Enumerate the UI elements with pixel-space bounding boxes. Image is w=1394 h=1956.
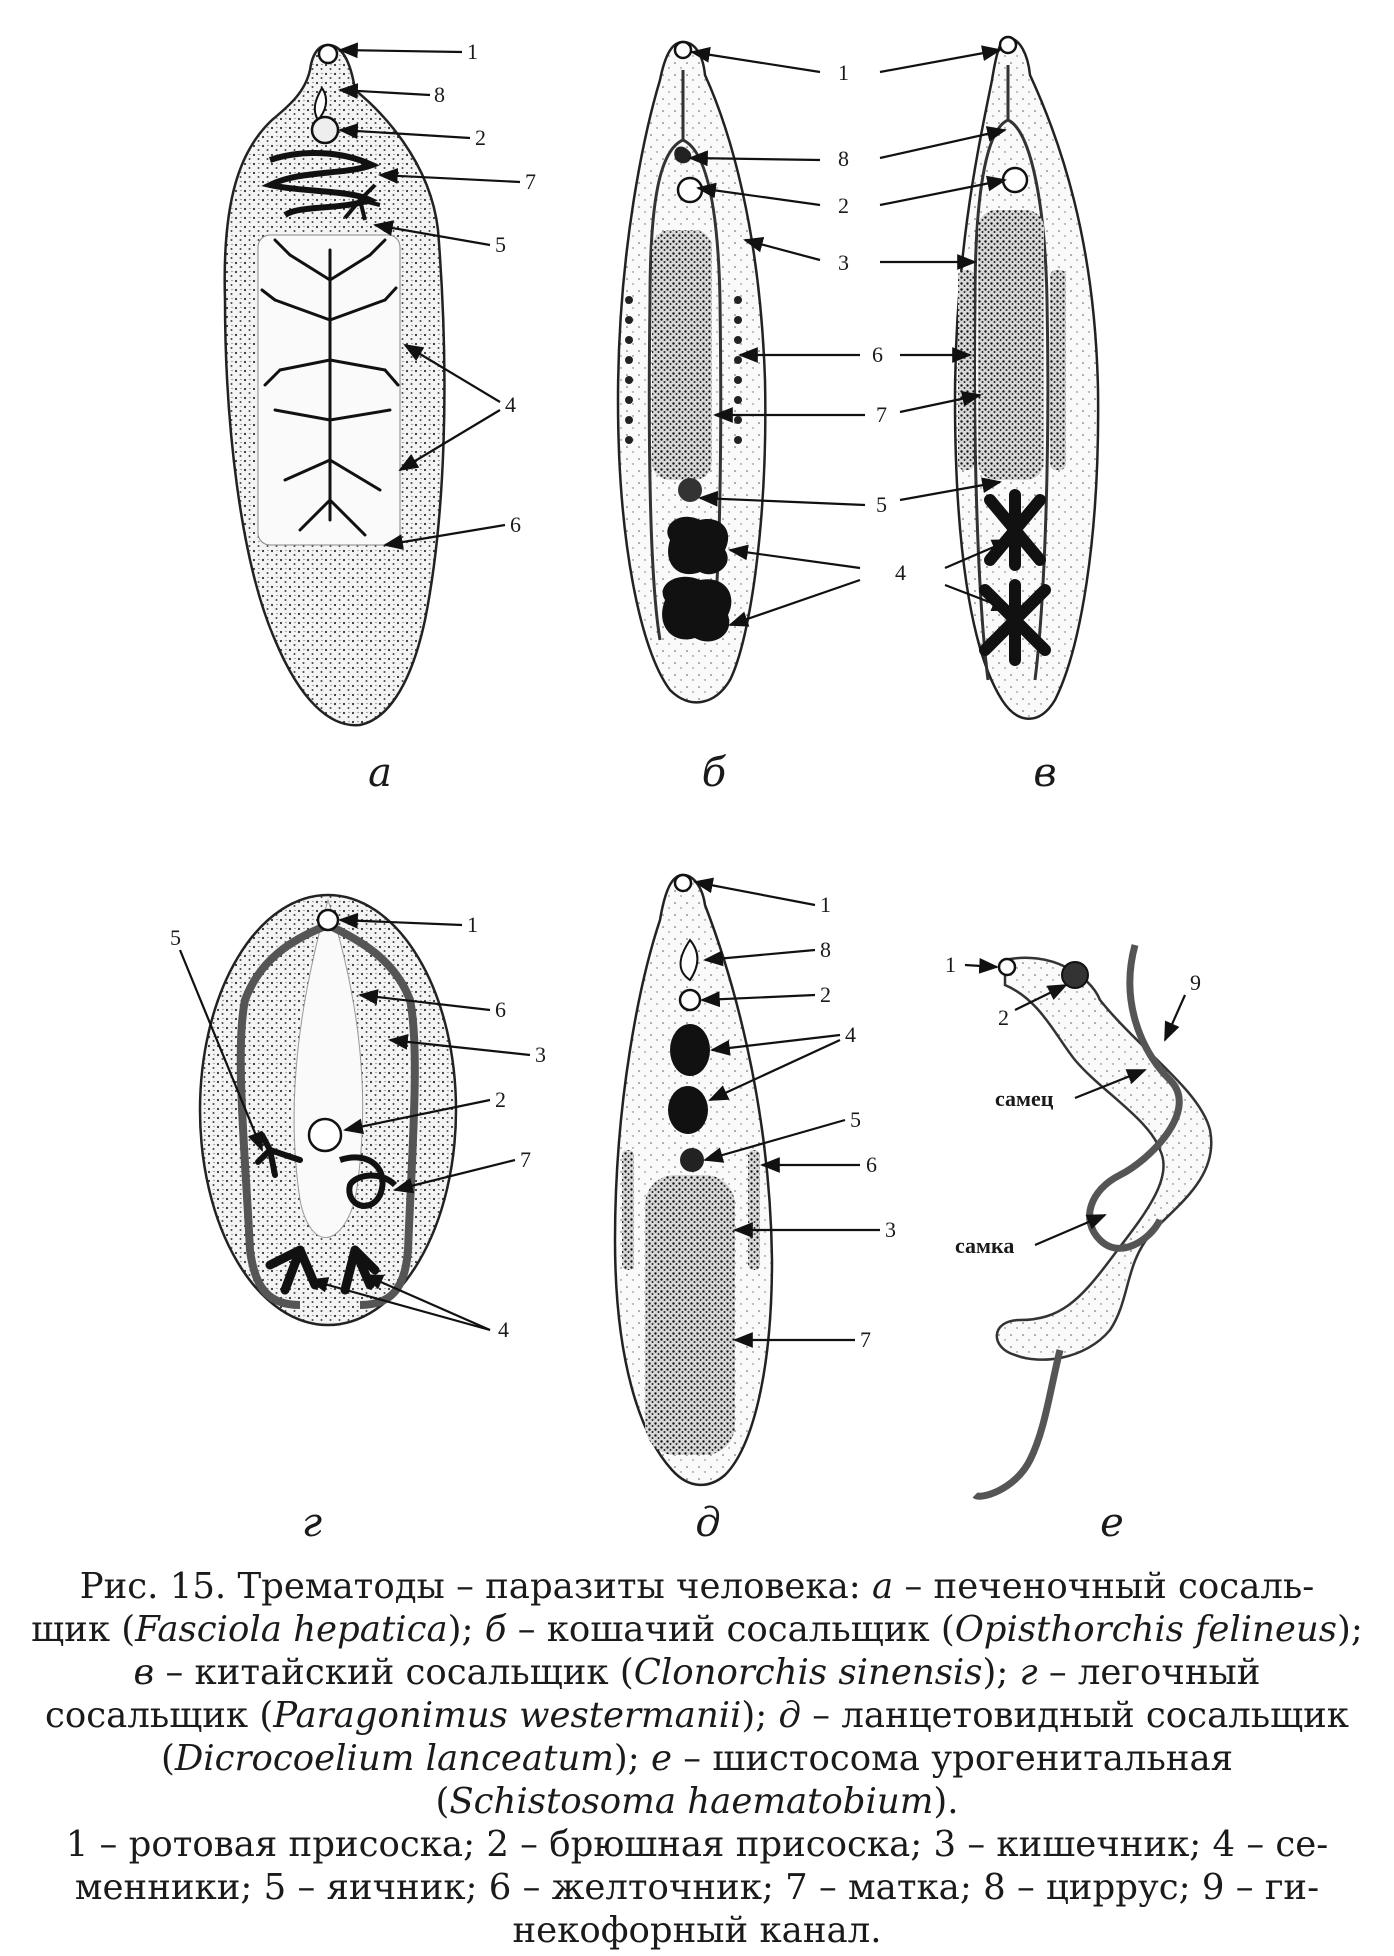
caption-line xyxy=(30,1823,1364,1866)
oral-sucker-a xyxy=(319,45,337,63)
caption-italic-segment: Dicrocoelium lanceatum xyxy=(174,1738,614,1779)
callout-d-4: 4 xyxy=(845,1022,856,1047)
callout-g-4: 4 xyxy=(498,1317,509,1342)
ventral-sucker-a xyxy=(312,117,338,143)
vitellaria-v-right xyxy=(1050,270,1066,470)
callout-d-3: 3 xyxy=(885,1217,896,1242)
callout-bv-1: 1 xyxy=(838,60,849,85)
panel-d-dicrocoelium xyxy=(615,875,772,1485)
panel-g-paragonimus xyxy=(200,895,456,1325)
panel-b-opisthorchis xyxy=(618,42,765,702)
caption-line xyxy=(30,1737,1364,1780)
caption-italic-segment: д xyxy=(778,1695,802,1736)
figure-caption xyxy=(30,1565,1364,1952)
caption-italic-segment: е xyxy=(651,1738,673,1779)
caption-line xyxy=(30,1608,1364,1651)
vitellaria-v-left xyxy=(958,270,974,470)
caption-segment: щик ( xyxy=(31,1609,136,1650)
caption-italic-segment: Clonorchis sinensis xyxy=(633,1652,983,1693)
uterus-b xyxy=(652,230,712,480)
testis-d-1 xyxy=(670,1024,710,1076)
caption-italic-segment: Schistosoma haematobium xyxy=(449,1781,934,1822)
testis-d-2 xyxy=(668,1086,708,1134)
caption-segment: – китайский сосальщик ( xyxy=(154,1652,634,1693)
caption-segment: – легочный xyxy=(1037,1652,1261,1693)
callout-e-9: 9 xyxy=(1190,970,1201,995)
callout-d-5: 5 xyxy=(850,1107,861,1132)
caption-segment: ); xyxy=(741,1695,779,1736)
callout-a-5: 5 xyxy=(495,232,506,257)
caption-segment: ); xyxy=(613,1738,651,1779)
callout-bv-5: 5 xyxy=(876,492,887,517)
callout-bv-6: 6 xyxy=(872,342,883,367)
caption-italic-segment: б xyxy=(484,1609,507,1650)
panel-letter-d: д xyxy=(695,1500,721,1546)
caption-line xyxy=(30,1780,1364,1823)
caption-italic-segment: Paragonimus westermanii xyxy=(273,1695,742,1736)
caption-italic-segment: в xyxy=(133,1652,155,1693)
callout-g-7: 7 xyxy=(520,1147,531,1172)
caption-segment: ). xyxy=(933,1781,959,1822)
caption-italic-segment: Opisthorchis felineus xyxy=(954,1609,1337,1650)
label-female: самка xyxy=(955,1233,1015,1258)
callout-a-4: 4 xyxy=(505,392,516,417)
caption-segment: ); xyxy=(1337,1609,1363,1650)
caption-line xyxy=(30,1909,1364,1952)
caption-segment: – кошачий сосальщик ( xyxy=(506,1609,955,1650)
caption-segment: сосальщик ( xyxy=(45,1695,274,1736)
callout-d-8: 8 xyxy=(820,937,831,962)
caption-line xyxy=(30,1651,1364,1694)
caption-segment: – шистосома урогенитальная xyxy=(672,1738,1234,1779)
callout-g-6: 6 xyxy=(495,997,506,1022)
panel-letter-v: в xyxy=(1033,750,1057,796)
callout-e-2: 2 xyxy=(998,1005,1009,1030)
caption-italic-segment: а xyxy=(872,1566,894,1607)
callout-g-1: 1 xyxy=(467,912,478,937)
callout-g-3: 3 xyxy=(535,1042,546,1067)
callout-a-6: 6 xyxy=(510,512,521,537)
panel-letter-a: а xyxy=(368,750,392,796)
panel-a-fasciola xyxy=(225,45,445,725)
callout-bv-8: 8 xyxy=(838,146,849,171)
callout-a-1: 1 xyxy=(467,39,478,64)
caption-line xyxy=(30,1694,1364,1737)
caption-italic-segment: г xyxy=(1019,1652,1038,1693)
callout-d-2: 2 xyxy=(820,982,831,1007)
caption-segment: ); xyxy=(982,1652,1020,1693)
caption-segment: ( xyxy=(160,1738,175,1779)
callout-d-6: 6 xyxy=(866,1152,877,1177)
caption-segment: менники; 5 – яичник; 6 – желточник; 7 – матка; 8 – циррус; 9 – ги- xyxy=(74,1867,1320,1908)
label-male: самец xyxy=(995,1086,1054,1111)
callout-a-7: 7 xyxy=(525,169,536,194)
caption-italic-segment: Fasciola hepatica xyxy=(135,1609,448,1650)
callout-e-1: 1 xyxy=(945,952,956,977)
callout-bv-3: 3 xyxy=(838,250,849,275)
uterus-d xyxy=(645,1175,735,1455)
testis-b-1 xyxy=(667,517,728,574)
panel-letter-e: е xyxy=(1100,1500,1124,1546)
schistosoma-male xyxy=(997,958,1211,1360)
panel-letter-g: г xyxy=(301,1500,323,1546)
callout-bv-2: 2 xyxy=(838,193,849,218)
caption-segment: некофорный канал. xyxy=(512,1910,882,1951)
caption-segment: ); xyxy=(447,1609,485,1650)
caption-segment: ( xyxy=(435,1781,450,1822)
callout-d-1: 1 xyxy=(820,892,831,917)
uterus-v xyxy=(978,210,1044,480)
callout-bv-7: 7 xyxy=(876,402,887,427)
caption-line xyxy=(30,1866,1364,1909)
testis-b-2 xyxy=(662,577,731,642)
caption-segment: – ланцетовидный сосальщик xyxy=(801,1695,1349,1736)
panel-letter-b: б xyxy=(701,750,727,796)
caption-segment: – печеночный сосаль- xyxy=(893,1566,1315,1607)
caption-line xyxy=(30,1565,1364,1608)
callout-g-5: 5 xyxy=(170,925,181,950)
callout-d-7: 7 xyxy=(860,1327,871,1352)
caption-segment: 1 – ротовая присоска; 2 – брюшная присоска; 3 – кишечник; 4 – се- xyxy=(65,1824,1329,1865)
callout-a-8: 8 xyxy=(434,82,445,107)
callout-bv-4: 4 xyxy=(895,560,906,585)
panel-v-clonorchis xyxy=(955,37,1098,719)
callout-g-2: 2 xyxy=(495,1087,506,1112)
callout-a-2: 2 xyxy=(475,125,486,150)
caption-segment: Рис. 15. Трематоды – паразиты человека: xyxy=(79,1566,873,1607)
